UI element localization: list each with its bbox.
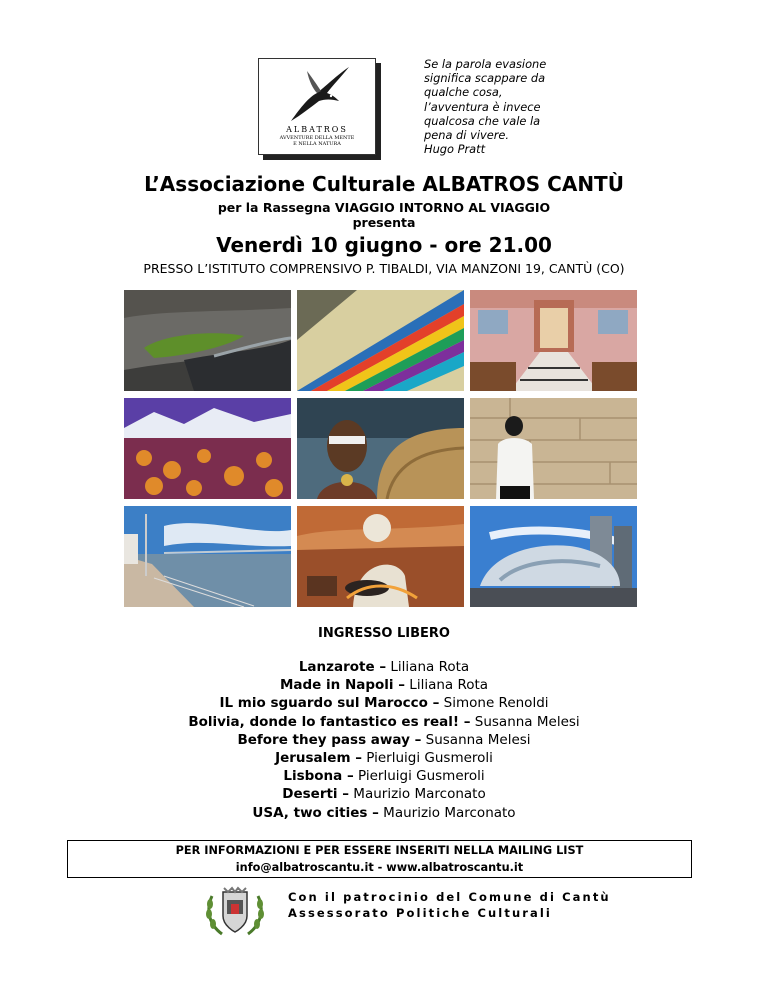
bolivia-landscape-photo [124, 398, 291, 499]
event-date: Venerdì 10 giugno - ore 21.00 [216, 233, 552, 257]
list-item [0, 694, 768, 712]
program-title: Jerusalem – [275, 750, 362, 767]
patronage-line-2: Assessorato Politiche Culturali [288, 906, 552, 920]
tribal-portrait-photo [297, 398, 464, 499]
chicago-bean-photo [470, 506, 637, 607]
program-list [0, 658, 768, 822]
program-title: Lisbona – [283, 768, 354, 785]
program-title: Made in Napoli – [279, 677, 405, 694]
list-item [0, 767, 768, 785]
presents-label: presenta [352, 215, 416, 230]
program-title: Deserti – [282, 786, 350, 803]
logo-name: ALBATROS [286, 125, 348, 134]
contact-links[interactable]: info@albatroscantu.it - www.albatroscantu.it [235, 861, 524, 874]
lisbon-bridge-photo [124, 506, 291, 607]
info-box [67, 840, 692, 878]
page-title: L’Associazione Culturale ALBATROS CANTÙ [144, 172, 624, 196]
logo-tagline: AVVENTURE DELLA MENTE E NELLA NATURA [279, 135, 355, 147]
quote-line: Se la parola evasione [424, 57, 547, 71]
list-item [0, 749, 768, 767]
program-author: Liliana Rota [405, 677, 489, 694]
desert-man-photo [297, 506, 464, 607]
moroccan-cafe-photo [470, 290, 637, 391]
list-item [0, 731, 768, 749]
program-title: IL mio sguardo sul Marocco – [219, 695, 440, 712]
program-title: Before they pass away – [237, 731, 422, 748]
program-title: Bolivia, donde lo fantastico es real! – [188, 713, 471, 730]
list-item [0, 804, 768, 822]
entry-notice: INGRESSO LIBERO [318, 626, 450, 641]
wailing-wall-photo [470, 398, 637, 499]
albatross-bird-icon [287, 63, 351, 125]
info-heading: PER INFORMAZIONI E PER ESSERE INSERITI NELLA MAILING LIST [175, 844, 584, 857]
program-author: Maurizio Marconato [349, 786, 486, 803]
quote-line: qualcosa che vale la [424, 113, 541, 128]
event-series: per la Rassegna VIAGGIO INTORNO AL VIAGGIO [217, 200, 551, 215]
program-author: Maurizio Marconato [378, 804, 516, 821]
event-venue: PRESSO L’ISTITUTO COMPRENSIVO P. TIBALDI, VIA MANZONI 19, CANTÙ (CO) [143, 261, 625, 276]
colored-fabrics-photo [297, 290, 464, 391]
program-title: USA, two cities – [252, 804, 379, 821]
program-author: Liliana Rota [386, 659, 470, 675]
quote-author: Hugo Pratt [424, 142, 486, 157]
program-author: Simone Renoldi [439, 695, 549, 712]
quote-line: qualche cosa, [424, 85, 503, 100]
albatros-logo [258, 58, 376, 155]
city-crest-icon [204, 886, 266, 938]
program-author: Susanna Melesi [421, 731, 531, 748]
quote-line: pena di vivere. [424, 128, 510, 143]
list-item [0, 676, 768, 694]
list-item [0, 785, 768, 803]
hugo-pratt-quote [424, 57, 584, 156]
program-author: Susanna Melesi [470, 713, 580, 730]
quote-line: l’avventura è invece [424, 99, 541, 114]
list-item [0, 713, 768, 731]
quote-line: significa scappare da [424, 71, 546, 86]
lanzarote-lagoon-photo [124, 290, 291, 391]
patronage-line-1: Con il patrocinio del Comune di Cantù [288, 890, 611, 904]
program-title: Lanzarote – [298, 659, 387, 675]
program-author: Pierluigi Gusmeroli [361, 750, 493, 767]
list-item [0, 658, 768, 676]
program-author: Pierluigi Gusmeroli [353, 768, 485, 785]
